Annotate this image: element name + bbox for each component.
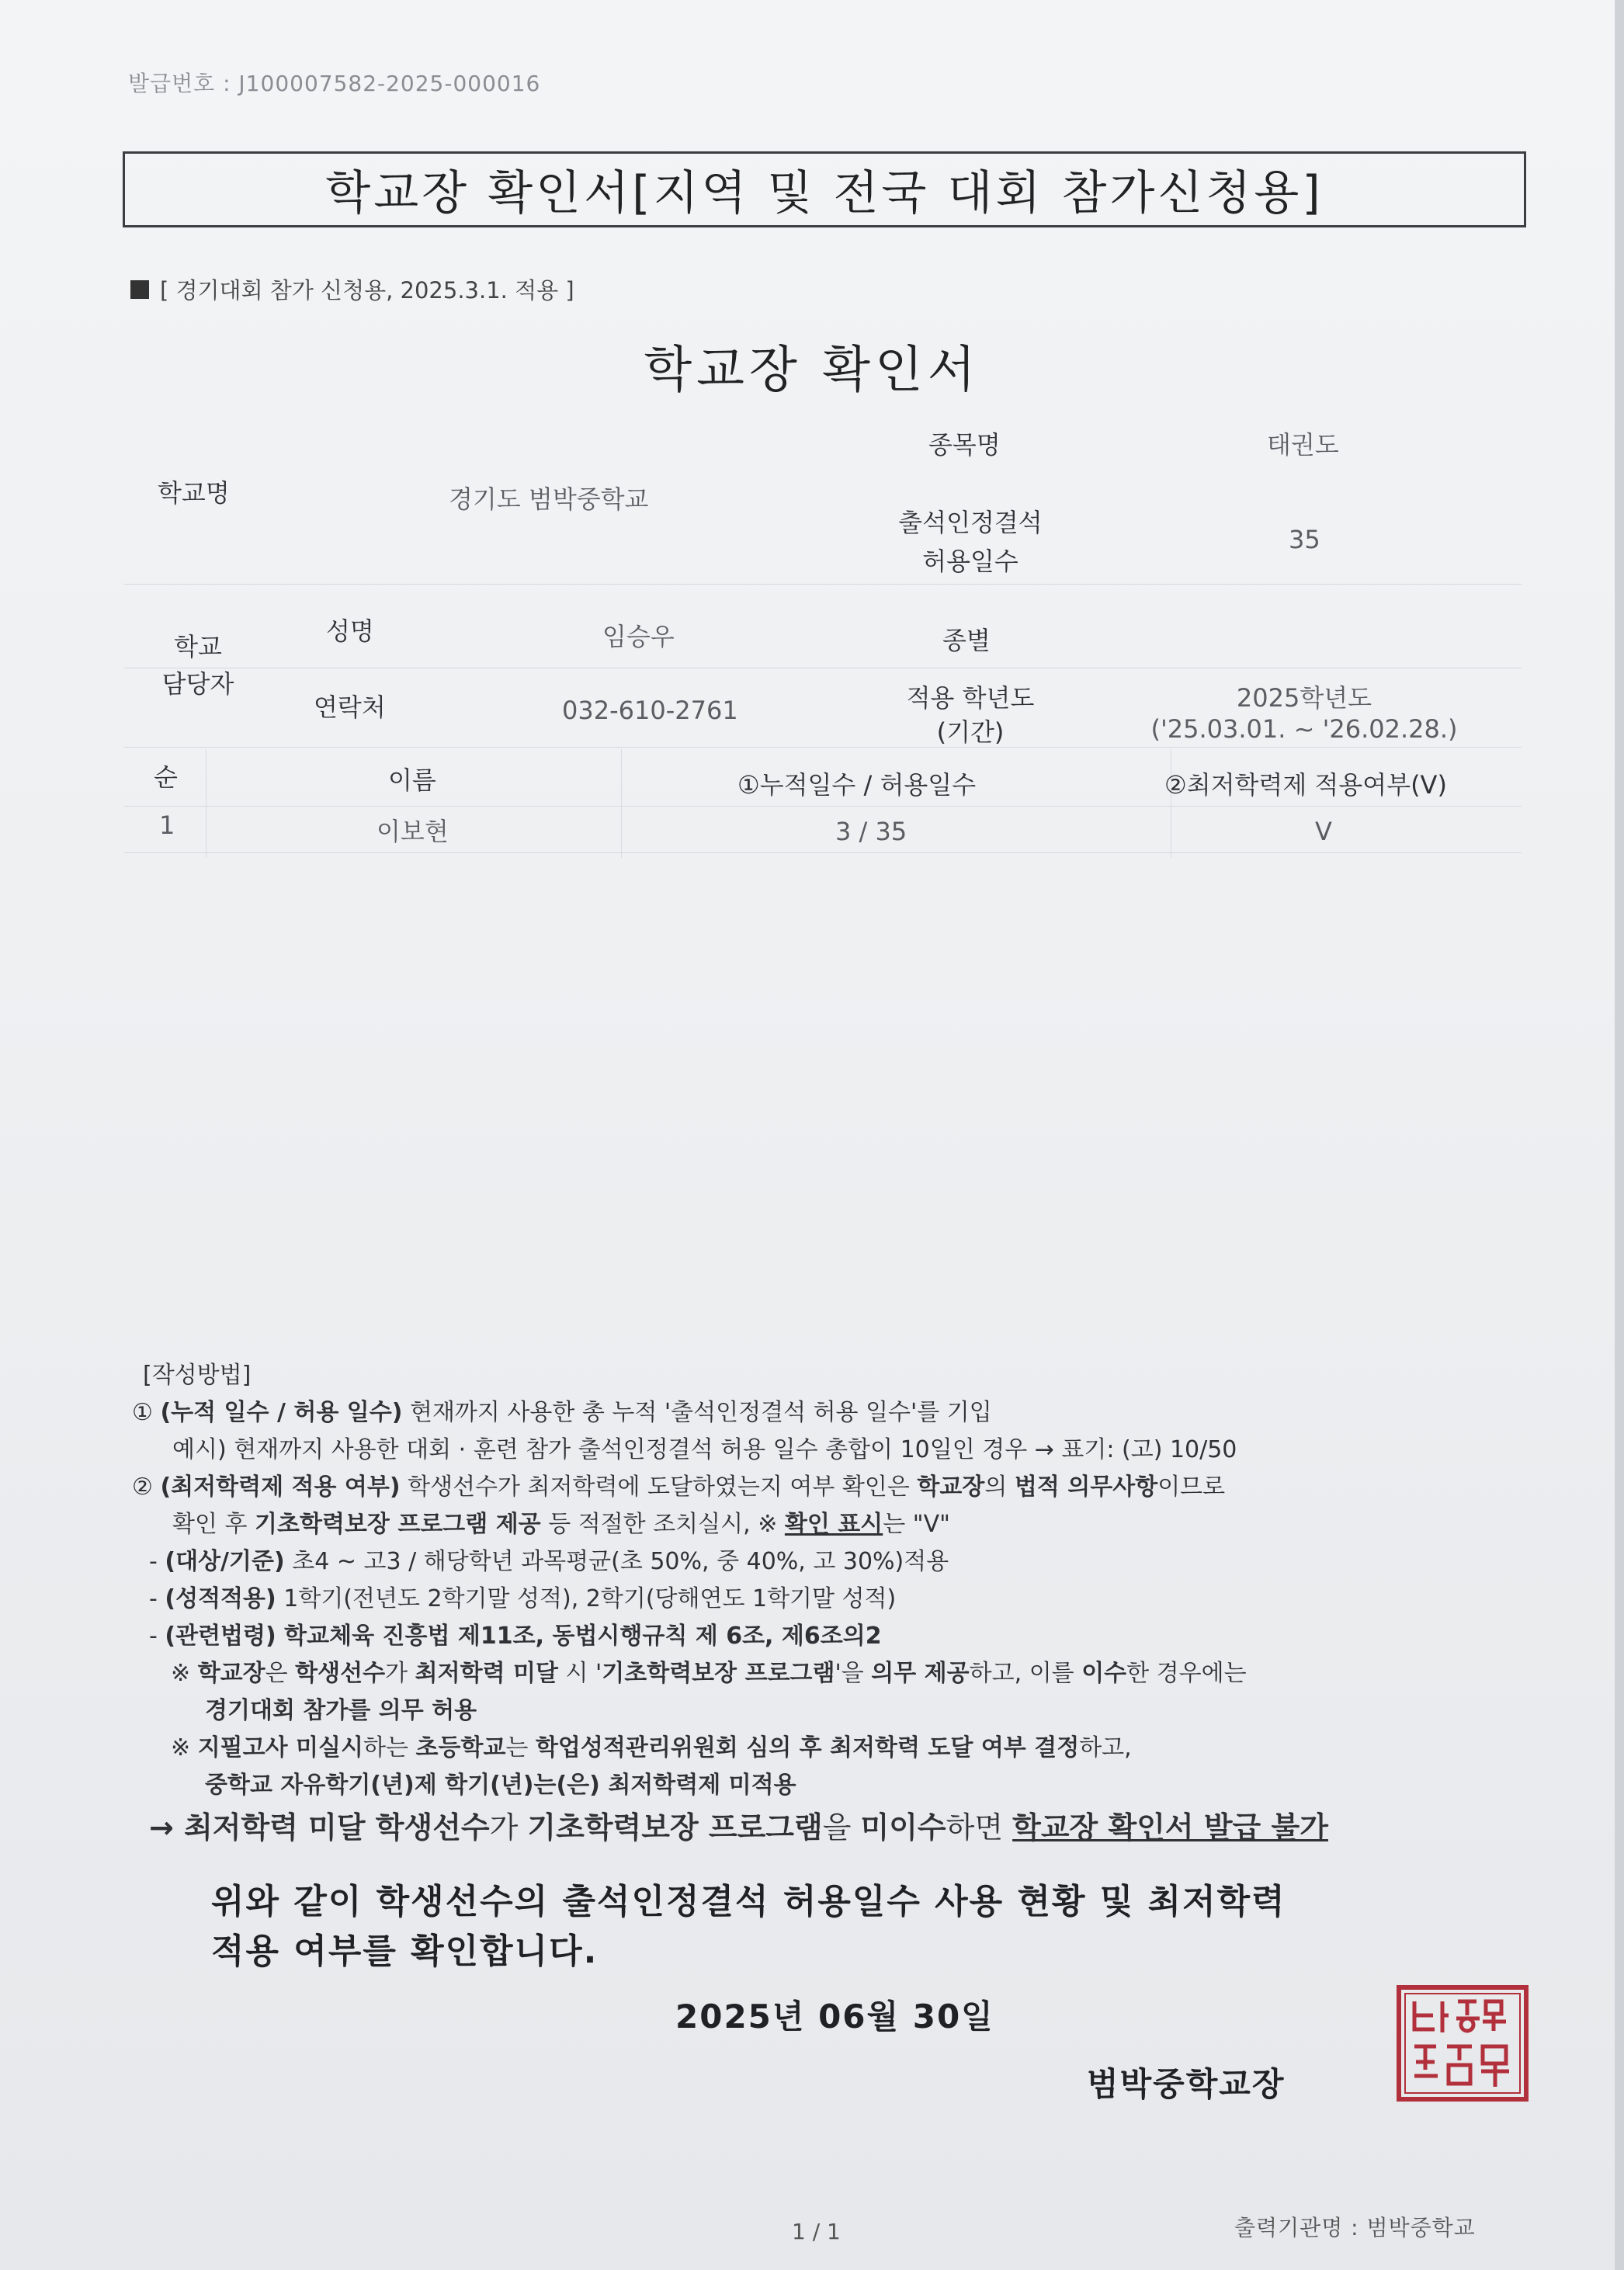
method-text: 은 xyxy=(265,1660,296,1687)
method-text: 가 xyxy=(385,1660,415,1687)
name-label: 성명 xyxy=(326,616,374,646)
manager-label-2: 담당자 xyxy=(161,669,234,699)
confirmation-line-2: 적용 여부를 확인합니다. xyxy=(211,1932,599,1971)
method-line-4 xyxy=(172,1506,1585,1543)
manager-label-1: 학교 xyxy=(174,632,222,661)
method-line-9 xyxy=(205,1692,1618,1730)
square-bullet-icon xyxy=(130,280,149,299)
method-term: 미이수 xyxy=(860,1810,946,1845)
method-text: 하면 xyxy=(946,1810,1013,1845)
method-term: 초등학교 xyxy=(415,1734,506,1762)
sport-value: 태권도 xyxy=(1267,430,1339,460)
sub-note-text: [ 경기대회 참가 신청용, 2025.3.1. 적용 ] xyxy=(160,277,574,304)
method-term: 확인 표시 xyxy=(784,1511,883,1538)
official-seal-icon xyxy=(1396,1984,1529,2102)
issue-number: 발급번호 : J100007582-2025-000016 xyxy=(128,71,541,96)
method-term: 기초학력보장 프로그램 제공 xyxy=(255,1511,541,1538)
allowed-days-label-2: 허용일수 xyxy=(922,547,1018,576)
writing-method-section xyxy=(132,1357,1545,1851)
confirmation-line-1: 위와 같이 학생선수의 출석인정결석 허용일수 사용 현황 및 최저학력 xyxy=(211,1882,1286,1921)
method-text: 시 ' xyxy=(557,1660,602,1687)
grid-line xyxy=(124,747,1522,748)
grid-line xyxy=(124,806,1522,807)
method-line-5 xyxy=(149,1543,1562,1581)
table-row-days: 3 / 35 xyxy=(835,817,907,846)
method-text: 을 xyxy=(822,1810,861,1845)
method-heading: [작성방법] xyxy=(143,1362,252,1389)
principal-name: 범박중학교장 xyxy=(1087,2065,1286,2103)
issue-date: 2025년 06월 30일 xyxy=(675,1998,994,2036)
contact-label: 연락처 xyxy=(314,692,386,722)
method-text: 등 적절한 조치실시, ※ xyxy=(540,1511,785,1538)
method-text: 하고, 이를 xyxy=(969,1660,1082,1687)
seal-glyphs xyxy=(1414,2001,1509,2087)
method-text: 현재까지 사용한 총 누적 '출석인정결석 허용 일수'를 기입 xyxy=(402,1399,992,1426)
confirmation-statement xyxy=(211,1877,1286,1977)
method-term: 학교장 xyxy=(197,1660,265,1687)
note-mark: ※ xyxy=(171,1734,198,1762)
allowed-days-label-1: 출석인정결석 xyxy=(898,508,1043,537)
table-row-name: 이보현 xyxy=(377,817,449,846)
table-row-no: 1 xyxy=(159,810,175,840)
method-text: 1학기(전년도 2학기말 성적), 2학기(당해연도 1학기말 성적) xyxy=(276,1585,897,1612)
method-line-6 xyxy=(149,1581,1562,1618)
method-term: 학생선수 xyxy=(295,1660,386,1687)
page-number: 1 / 1 xyxy=(792,2219,841,2244)
method-text: 확인 후 xyxy=(172,1511,255,1538)
method-term: (누적 일수 / 허용 일수) xyxy=(160,1399,403,1426)
sport-label: 종목명 xyxy=(928,430,1001,460)
method-text: 의 xyxy=(984,1473,1015,1501)
method-term: 중학교 자유학기(년)제 학기(년)는(은) 최저학력제 미적용 xyxy=(205,1772,796,1799)
method-text: 는 xyxy=(505,1734,536,1762)
method-line-3 xyxy=(132,1469,1545,1506)
method-term: 경기대회 참가를 의무 허용 xyxy=(205,1697,477,1724)
circled-number: ② xyxy=(132,1473,161,1501)
method-line-11 xyxy=(205,1767,1618,1804)
method-term: 기초학력보장 프로그램 xyxy=(602,1660,835,1687)
method-term: → 최저학력 미달 학생선수 xyxy=(149,1810,490,1845)
method-text: 는 "V" xyxy=(883,1511,950,1538)
method-text: 하는 xyxy=(363,1734,416,1762)
method-line-7 xyxy=(149,1618,1562,1655)
method-term: 의무 제공 xyxy=(871,1660,970,1687)
header-title-box xyxy=(123,151,1526,227)
method-line-1 xyxy=(132,1394,1545,1432)
school-name-label: 학교명 xyxy=(158,478,230,508)
method-text: 한 경우에는 xyxy=(1126,1660,1247,1687)
grid-line xyxy=(621,749,622,858)
method-line-2: 예시) 현재까지 사용한 대회 · 훈련 참가 출석인정결석 허용 일수 총합이 10일인 경우 → 표기: (고) 10/50 xyxy=(172,1436,1237,1463)
method-text: 이므로 xyxy=(1157,1473,1226,1501)
method-term: 학교장 확인서 발급 불가 xyxy=(1012,1810,1328,1845)
table-row-applied: V xyxy=(1315,817,1332,846)
table-header-applied: ②최저학력제 적용여부(V) xyxy=(1164,770,1447,800)
header-title: 학교장 확인서[지역 및 전국 대회 참가신청용] xyxy=(325,166,1324,220)
note-mark: ※ xyxy=(171,1660,198,1687)
method-text: 초4 ~ 고3 / 해당학년 과목평균(초 50%, 중 40%, 고 30%)적용 xyxy=(284,1548,949,1575)
method-term: (대상/기준) xyxy=(165,1548,285,1575)
year-label-1: 적용 학년도 xyxy=(906,683,1035,713)
method-text: 하고, xyxy=(1079,1734,1132,1762)
printing-institution: 출력기관명 : 범박중학교 xyxy=(1234,2215,1476,2240)
method-term: (최저학력제 적용 여부) xyxy=(160,1473,401,1501)
method-term: 기초학력보장 프로그램 xyxy=(527,1810,823,1845)
dash: - xyxy=(149,1623,165,1650)
method-text: 학생선수가 최저학력에 도달하였는지 여부 확인은 xyxy=(400,1473,918,1501)
method-term: 학업성적관리위원회 심의 후 최저학력 도달 여부 결정 xyxy=(535,1734,1080,1762)
method-line-8 xyxy=(171,1655,1584,1692)
table-header-name: 이름 xyxy=(388,765,436,795)
year-label-2: (기간) xyxy=(936,717,1005,747)
table-header-days: ①누적일수 / 허용일수 xyxy=(737,770,977,800)
grid-line xyxy=(124,852,1522,853)
method-line-10 xyxy=(171,1730,1584,1767)
method-term: (관련법령) 학교체육 진흥법 제11조, 동법시행규칙 제 6조, 제6조의2 xyxy=(165,1623,882,1650)
method-term: (성적적용) xyxy=(165,1585,276,1612)
sub-note xyxy=(130,273,574,305)
method-term: 지필고사 미실시 xyxy=(197,1734,363,1762)
year-value-1: 2025학년도 xyxy=(1236,683,1372,713)
year-value-2: ('25.03.01. ~ '26.02.28.) xyxy=(1150,714,1458,744)
contact-value: 032-610-2761 xyxy=(562,696,738,725)
dash: - xyxy=(149,1585,165,1612)
method-text: 가 xyxy=(489,1810,528,1845)
table-header-no: 순 xyxy=(154,762,178,792)
method-term: 법적 의무사항 xyxy=(1014,1473,1158,1501)
method-term: 최저학력 미달 xyxy=(415,1660,558,1687)
circled-number: ① xyxy=(132,1399,161,1426)
allowed-days-value: 35 xyxy=(1289,525,1320,554)
document-title: 학교장 확인서 xyxy=(644,342,980,399)
method-term: 이수 xyxy=(1081,1660,1127,1687)
method-text: '을 xyxy=(835,1660,872,1687)
method-line-12 xyxy=(149,1804,1562,1851)
dash: - xyxy=(149,1548,165,1575)
school-name-value: 경기도 범박중학교 xyxy=(449,484,649,514)
name-value: 임승우 xyxy=(602,622,675,651)
method-term: 학교장 xyxy=(917,1473,985,1501)
grid-line xyxy=(124,584,1522,585)
type-label: 종별 xyxy=(942,626,991,655)
